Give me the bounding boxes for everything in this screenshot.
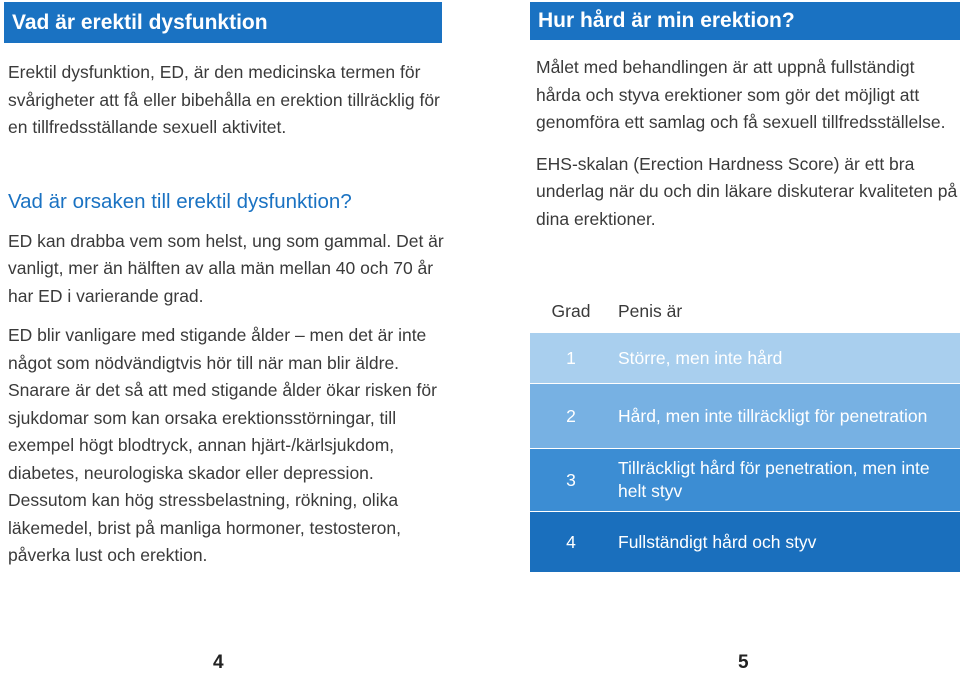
right-title-bar: Hur hård är min erektion? xyxy=(530,2,960,40)
grade-cell: 3 xyxy=(566,469,576,490)
ehs-row-4 xyxy=(530,511,960,572)
right-page xyxy=(530,0,960,233)
description-cell: Tillräckligt hård för penetration, men inte helt styv xyxy=(618,458,930,501)
cause-heading: Vad är orsaken till erektil dysfunktion? xyxy=(8,189,352,213)
ehs-row-3 xyxy=(530,448,960,511)
description-cell: Fullständigt hård och styv xyxy=(618,531,817,552)
description-cell: Större, men inte hård xyxy=(618,347,783,368)
intro-paragraph: Erektil dysfunktion, ED, är den medicinska termen för svårigheter att få eller bibehålla en erektion tillräcklig för en tillfredsställande sexuell aktivitet. xyxy=(8,62,440,137)
grade-header: Grad xyxy=(551,300,591,321)
grade-cell: 2 xyxy=(566,405,576,426)
left-title-bar: Vad är erektil dysfunktion xyxy=(4,2,442,43)
goal-paragraph: Målet med behandlingen är att uppnå fullständigt hårda och styva erektioner som gör det möjligt att genomföra ett samlag och få sexuell tillfredsställelse. xyxy=(536,57,946,132)
ehs-table-header xyxy=(530,290,960,332)
left-page xyxy=(0,0,446,570)
ehs-row-1 xyxy=(530,332,960,383)
left-page-number: 4 xyxy=(213,652,224,673)
ehs-row-2 xyxy=(530,383,960,448)
grade-cell: 4 xyxy=(566,531,576,552)
ehs-table xyxy=(530,290,960,572)
cause-paragraph-1: ED kan drabba vem som helst, ung som gammal. Det är vanligt, mer än hälften av alla män mellan 40 och 70 år har ED i varierande grad. xyxy=(8,230,444,306)
description-cell: Hård, men inte tillräckligt för penetration xyxy=(618,405,928,426)
right-page-number: 5 xyxy=(738,652,749,673)
grade-cell: 1 xyxy=(566,347,576,368)
description-header: Penis är xyxy=(618,300,683,321)
cause-paragraph-2: ED blir vanligare med stigande ålder – men det är inte något som nödvändigtvis hör till när man blir äldre. Snarare är det så att med stigande ålder ökar risken för sjukdomar som kan orsaka erektionsstörningar, till exempel högt blodtryck, annan hjärt-/kärlsjukdom, diabetes, neurologiska skador eller depression. Dessutom kan hög stressbelastning, rökning, olika läkemedel, brist på manliga hormoner, testosteron, påverka lust och erektion. xyxy=(8,325,437,565)
ehs-paragraph: EHS-skalan (Erection Hardness Score) är ett bra underlag när du och din läkare diskuterar kvaliteten på dina erektioner. xyxy=(536,153,958,229)
